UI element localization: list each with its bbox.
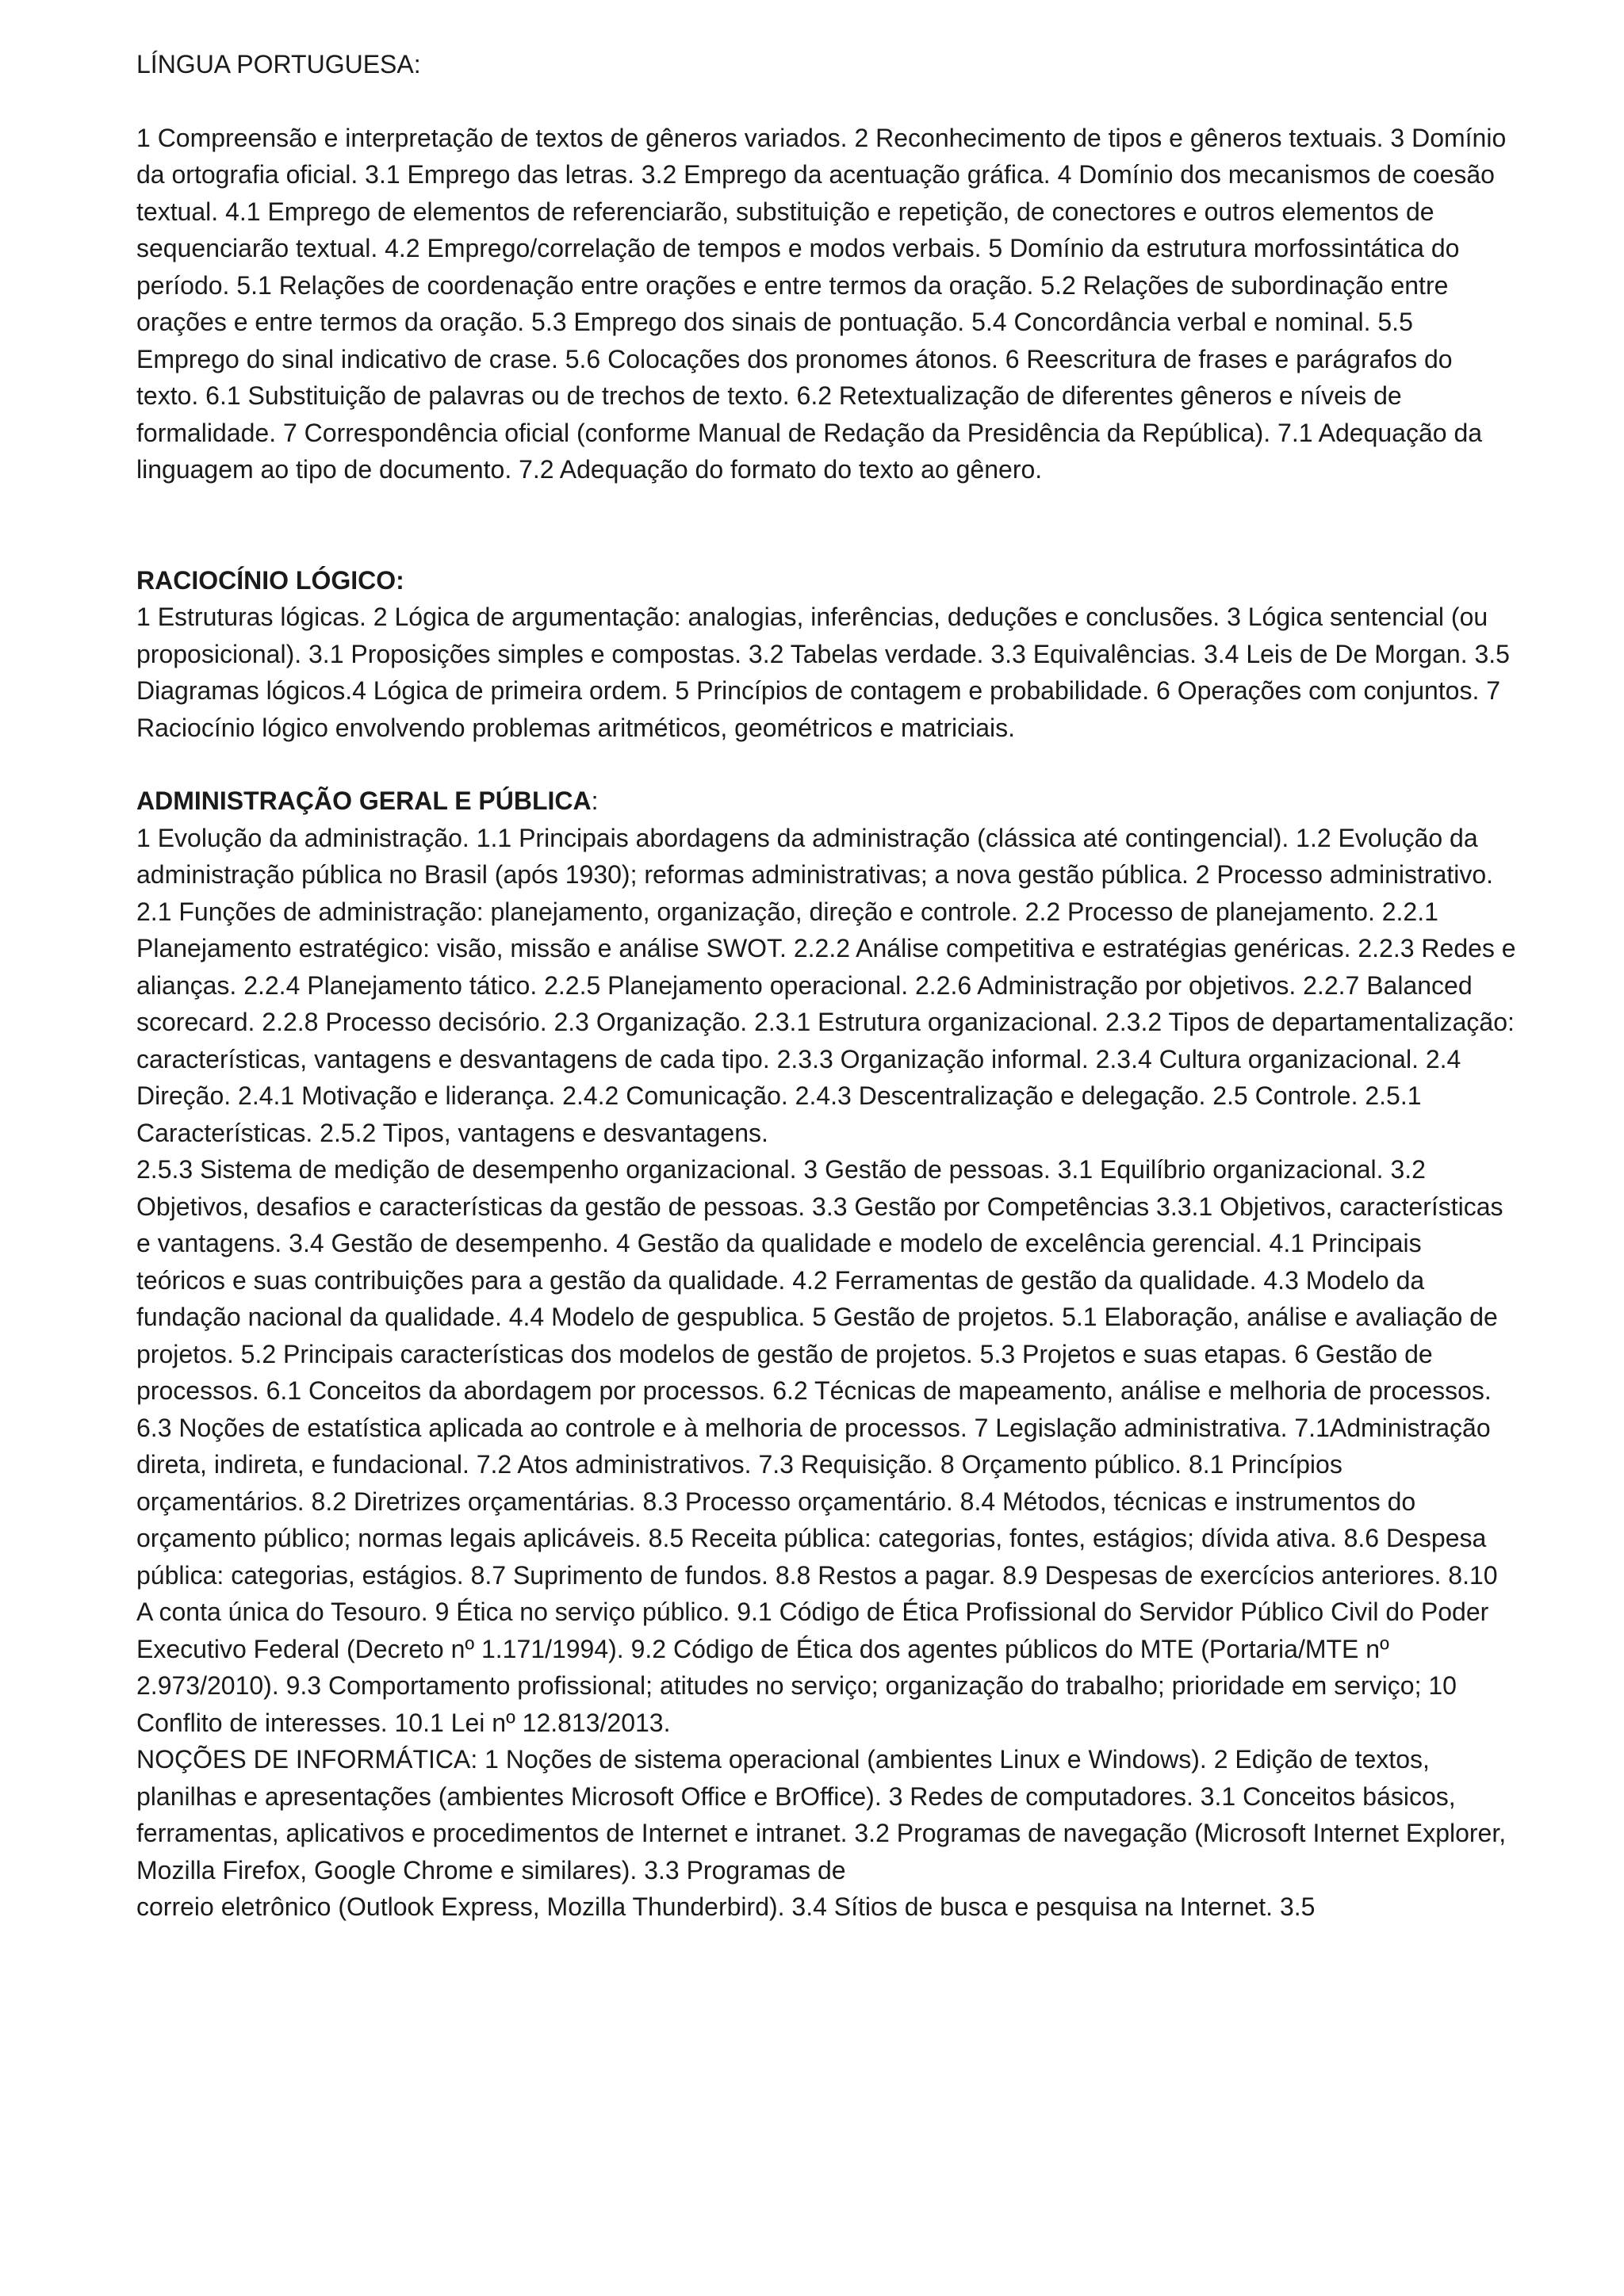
informatica-text-1: NOÇÕES DE INFORMÁTICA: 1 Noções de sistema operacional (ambientes Linux e Windows). 2 Edição de textos, planilhas e apresentações (ambientes Microsoft Office e BrOffice). 3 Redes de computadores. 3.1 Conceitos básicos, ferramentas, aplicativos e procedimentos de Internet e intranet. 3.2 Programas de navegação (Microsoft Internet Explorer, Mozilla Firefox, Google Chrome e similares). 3.3 Programas de bbox=[136, 1745, 1507, 1885]
document-page bbox=[136, 46, 1516, 1926]
administracao-heading: ADMINISTRAÇÃO GERAL E PÚBLICA bbox=[136, 786, 592, 815]
administracao-text-1: 1 Evolução da administração. 1.1 Principais abordagens da administração (clássica até contingencial). 1.2 Evolução da administração pública no Brasil (após 1930); reformas administrativas; a nova gestão pública. 2 Processo administrativo. 2.1 Funções de administração: planejamento, organização, direção e controle. 2.2 Processo de planejamento. 2.2.1 Planejamento estratégico: visão, missão e análise SWOT. 2.2.2 Análise competitiva e estratégias genéricas. 2.2.3 Redes e alianças. 2.2.4 Planejamento tático. 2.2.5 Planejamento operacional. 2.2.6 Administração por objetivos. 2.2.7 Balanced scorecard. 2.2.8 Processo decisório. 2.3 Organização. 2.3.1 Estrutura organizacional. 2.3.2 Tipos de departamentalização: características, vantagens e desvantagens de cada tipo. 2.3.3 Organização informal. 2.3.4 Cultura organizacional. 2.4 Direção. 2.4.1 Motivação e liderança. 2.4.2 Comunicação. 2.4.3 Descentralização e delegação. 2.5 Controle. 2.5.1 Características. 2.5.2 Tipos, vantagens e desvantagens. bbox=[136, 823, 1516, 1147]
administracao-heading-line bbox=[136, 783, 1516, 820]
informatica-text-2: correio eletrônico (Outlook Express, Mozilla Thunderbird). 3.4 Sítios de busca e pesquisa na Internet. 3.5 bbox=[136, 1892, 1316, 1921]
raciocinio-logico-text: 1 Estruturas lógicas. 2 Lógica de argumentação: analogias, inferências, deduções e conclusões. 3 Lógica sentencial (ou proposicional). 3.1 Proposições simples e compostas. 3.2 Tabelas verdade. 3.3 Equivalências. 3.4 Leis de De Morgan. 3.5 Diagramas lógicos.4 Lógica de primeira ordem. 5 Princípios de contagem e probabilidade. 6 Operações com conjuntos. 7 Raciocínio lógico envolvendo problemas aritméticos, geométricos e matriciais. bbox=[136, 603, 1510, 742]
administracao-text-2: 2.5.3 Sistema de medição de desempenho organizacional. 3 Gestão de pessoas. 3.1 Equilíbrio organizacional. 3.2 Objetivos, desafios e características da gestão de pessoas. 3.3 Gestão por Competências 3.3.1 Objetivos, características e vantagens. 3.4 Gestão de desempenho. 4 Gestão da qualidade e modelo de excelência gerencial. 4.1 Principais teóricos e suas contribuições para a gestão da qualidade. 4.2 Ferramentas de gestão da qualidade. 4.3 Modelo da fundação nacional da qualidade. 4.4 Modelo de gespublica. 5 Gestão de projetos. 5.1 Elaboração, análise e avaliação de projetos. 5.2 Principais características dos modelos de gestão de projetos. 5.3 Projetos e suas etapas. 6 Gestão de processos. 6.1 Conceitos da abordagem por processos. 6.2 Técnicas de mapeamento, análise e melhoria de processos. 6.3 Noções de estatística aplicada ao controle e à melhoria de processos. 7 Legislação administrativa. 7.1Administração direta, indireta, e fundacional. 7.2 Atos administrativos. 7.3 Requisição. 8 Orçamento público. 8.1 Princípios orçamentários. 8.2 Diretrizes orçamentárias. 8.3 Processo orçamentário. 8.4 Métodos, técnicas e instrumentos do orçamento público; normas legais aplicáveis. 8.5 Receita pública: categorias, fontes, estágios; dívida ativa. 8.6 Despesa pública: categorias, estágios. 8.7 Suprimento de fundos. 8.8 Restos a pagar. 8.9 Despesas de exercícios anteriores. 8.10 A conta única do Tesouro. 9 Ética no serviço público. 9.1 Código de Ética Profissional do Servidor Público Civil do Poder Executivo Federal (Decreto nº 1.171/1994). 9.2 Código de Ética dos agentes públicos do MTE (Portaria/MTE nº 2.973/2010). 9.3 Comportamento profissional; atitudes no serviço; organização do trabalho; prioridade em serviço; 10 Conflito de interesses. 10.1 Lei nº 12.813/2013. bbox=[136, 1155, 1503, 1737]
spacer bbox=[136, 746, 1516, 783]
raciocinio-logico-heading: RACIOCÍNIO LÓGICO: bbox=[136, 565, 404, 595]
lingua-portuguesa-heading: LÍNGUA PORTUGUESA: bbox=[136, 50, 421, 78]
administracao-heading-suffix: : bbox=[591, 786, 599, 815]
spacer bbox=[136, 488, 1516, 562]
lingua-portuguesa-text: 1 Compreensão e interpretação de textos de gêneros variados. 2 Reconhecimento de tipos e gêneros textuais. 3 Domínio da ortografia oficial. 3.1 Emprego das letras. 3.2 Emprego da acentuação gráfica. 4 Domínio dos mecanismos de coesão textual. 4.1 Emprego de elementos de referenciarão, substituição e repetição, de conectores e outros elementos de sequenciarão textual. 4.2 Emprego/correlação de tempos e modos verbais. 5 Domínio da estrutura morfossintática do período. 5.1 Relações de coordenação entre orações e entre termos da oração. 5.2 Relações de subordinação entre orações e entre termos da oração. 5.3 Emprego dos sinais de pontuação. 5.4 Concordância verbal e nominal. 5.5 Emprego do sinal indicativo de crase. 5.6 Colocações dos pronomes átonos. 6 Reescritura de frases e parágrafos do texto. 6.1 Substituição de palavras ou de trechos de texto. 6.2 Retextualização de diferentes gêneros e níveis de formalidade. 7 Correspondência oficial (conforme Manual de Redação da Presidência da República). 7.1 Adequação da linguagem ao tipo de documento. 7.2 Adequação do formato do texto ao gênero. bbox=[136, 123, 1507, 484]
